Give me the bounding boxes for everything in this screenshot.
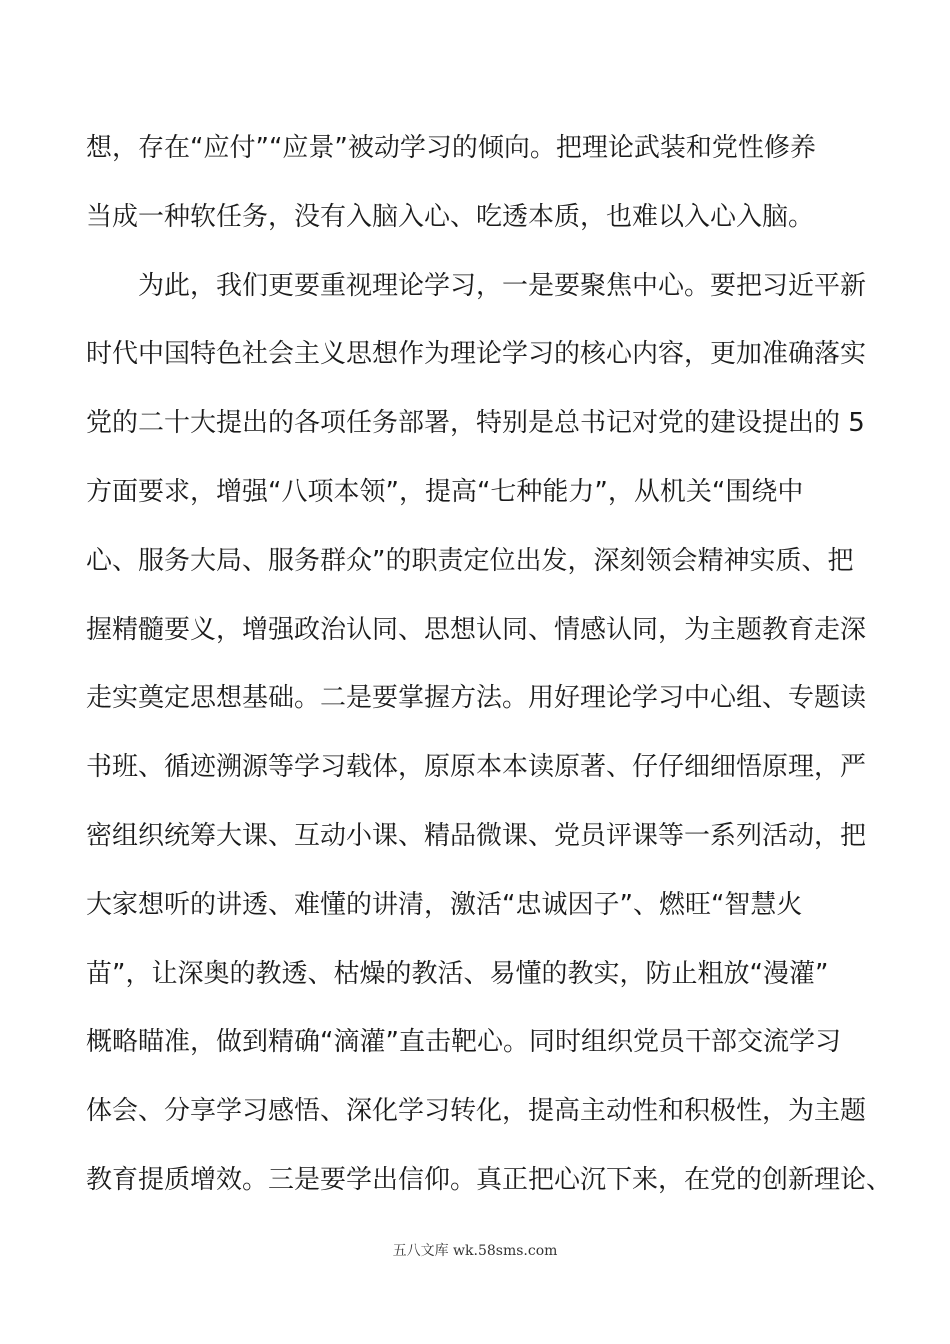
text-line: 走实奠定思想基础。二是要掌握方法。用好理论学习中心组、专题读 xyxy=(86,683,867,714)
text-line: 概略瞄准，做到精确“滴灌”直击靶心。同时组织党员干部交流学习 xyxy=(86,1027,841,1058)
text-line: 想，存在“应付”“应景”被动学习的倾向。把理论武装和党性修养 xyxy=(86,133,816,163)
text-line: 党的二十大提出的各项任务部署，特别是总书记对党的建设提出的 5 xyxy=(86,408,865,439)
text-line: 密组织统筹大课、互动小课、精品微课、党员评课等一系列活动，把 xyxy=(86,820,867,851)
text-line: 当成一种软任务，没有入脑入心、吃透本质，也难以入心入脑。 xyxy=(86,201,815,232)
paragraph-start-line: 为此，我们更要重视理论学习，一是要聚焦中心。要把习近平新 xyxy=(138,270,867,301)
text-line: 体会、分享学习感悟、深化学习转化，提高主动性和积极性，为主题 xyxy=(86,1096,867,1127)
text-line: 大家想听的讲透、难懂的讲清，激活“忠诚因子”、燃旺“智慧火 xyxy=(86,889,803,920)
text-line: 苗”，让深奥的教透、枯燥的教活、易懂的教实，防止粗放“漫灌” xyxy=(86,958,829,989)
page-footer: 五八文库 wk.58sms.com xyxy=(392,1243,558,1259)
text-line: 时代中国特色社会主义思想作为理论学习的核心内容，更加准确落实 xyxy=(86,339,867,370)
text-line: 方面要求，增强“八项本领”，提高“七种能力”，从机关“围绕中 xyxy=(86,476,804,507)
text-line: 握精髓要义，增强政治认同、思想认同、情感认同，为主题教育走深 xyxy=(86,614,867,645)
body-text xyxy=(86,122,893,1223)
text-line: 教育提质增效。三是要学出信仰。真正把心沉下来，在党的创新理论、 xyxy=(86,1164,893,1195)
text-line: 书班、循迹溯源等学习载体，原原本本读原著、仔仔细细悟原理，严 xyxy=(86,752,867,783)
text-line: 心、服务大局、服务群众”的职责定位出发，深刻领会精神实质、把 xyxy=(86,545,854,576)
